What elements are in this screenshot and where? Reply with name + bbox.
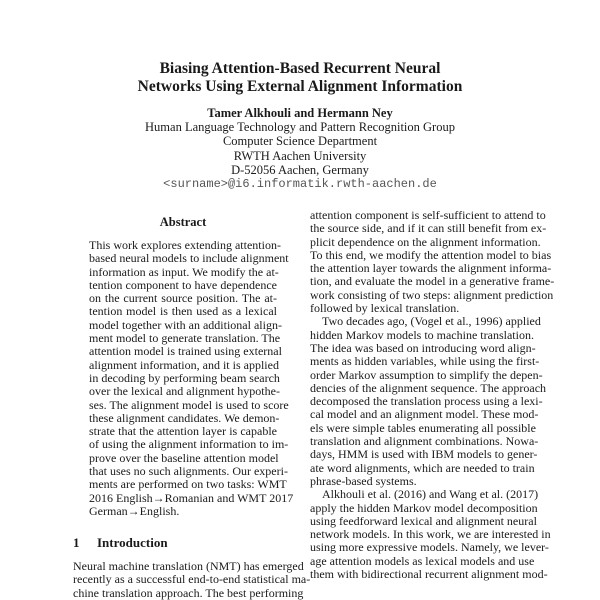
- title-line: Networks Using External Alignment Information: [137, 78, 463, 95]
- text-line: hidden Markov models to machine translation.: [310, 327, 534, 342]
- text-line: chine translation approach. The best performing: [73, 585, 304, 600]
- text-line: prove over the baseline attention model: [89, 450, 279, 465]
- text-line: decomposed the translation process using a lexi-: [310, 394, 543, 409]
- text-line: ments as hidden variables, while using the first-: [310, 354, 540, 369]
- text-line: ment model to generate translation. The: [89, 331, 281, 346]
- abstract-heading: Abstract: [159, 215, 207, 229]
- text-line: cal model and an alignment model. These mod-: [310, 407, 539, 422]
- affiliation-line: Human Language Technology and Pattern Recognition Group: [145, 120, 455, 135]
- text-line: To this end, we modify the attention model to bias: [310, 247, 552, 262]
- text-line: order Markov assumption to simplify the depen-: [310, 367, 543, 382]
- text-line: on the current source position. The at-: [89, 291, 277, 306]
- email: <surname>@i6.informatik.rwth-aachen.de: [163, 177, 437, 192]
- title-line: Biasing Attention-Based Recurrent Neural: [159, 60, 441, 77]
- text-line: recently as a successful end-to-end statistical ma-: [73, 572, 311, 587]
- section-heading: [73, 535, 168, 551]
- text-line: els were simple tables enumerating all possible: [310, 420, 536, 435]
- text-line: of using the alignment information to im-: [89, 437, 289, 452]
- text-line: Alkhouli et al. (2016) and Wang et al. (2017): [322, 487, 539, 502]
- text-line: in decoding by performing beam search: [89, 370, 280, 385]
- right-column-body: [310, 208, 555, 582]
- affiliation-line: D-52056 Aachen, Germany: [231, 162, 369, 177]
- text-line: 2016 English→Romanian and WMT 2017: [89, 490, 294, 505]
- text-line: that uses no such alignments. Our experi-: [89, 464, 288, 479]
- paper-title: [0, 60, 600, 96]
- text-line: The idea was based on introducing word align-: [310, 340, 536, 355]
- text-line: work consisting of two steps: alignment prediction: [310, 287, 554, 302]
- text-line: the source side, and if it can still benefit from ex-: [310, 221, 547, 236]
- text-line: dencies of the alignment sequence. The approach: [310, 380, 547, 395]
- text-line: network models. In this work, we are interested in: [310, 527, 551, 542]
- text-line: attention model is trained using external: [89, 344, 282, 359]
- text-line: Two decades ago, (Vogel et al., 1996) applied: [322, 314, 541, 329]
- text-line: them with bidirectional recurrent alignment mod-: [310, 567, 548, 582]
- text-line: tention model is then used as a lexical: [89, 304, 277, 319]
- text-line: ses. The alignment model is used to score: [89, 397, 289, 412]
- text-line: This work explores extending attention-: [89, 238, 281, 252]
- text-line: phrase-based systems.: [310, 473, 417, 488]
- text-line: the attention layer towards the alignment informa-: [310, 261, 552, 276]
- abstract-body: [89, 238, 294, 518]
- section-number: 1: [73, 535, 80, 550]
- authors: Tamer Alkhouli and Hermann Ney: [207, 106, 393, 120]
- text-line: over the lexical and alignment hypothe-: [89, 384, 280, 399]
- text-line: translation and alignment combinations. Nowa-: [310, 434, 539, 449]
- text-line: using more expressive models. Namely, we lever-: [310, 540, 549, 555]
- text-line: days, HMM is used with IBM models to gener-: [310, 447, 538, 462]
- text-line: ate word alignments, which are needed to train: [310, 460, 535, 475]
- text-line: information as input. We modify the at-: [89, 264, 279, 279]
- text-line: alignment information, and it is applied: [89, 357, 279, 372]
- text-line: model together with an additional align-: [89, 317, 282, 332]
- text-line: based neural models to include alignment: [89, 251, 289, 266]
- text-line: tention component to have dependence: [89, 277, 277, 292]
- text-line: strate that the attention layer is capable: [89, 424, 277, 439]
- section-title: Introduction: [97, 535, 168, 550]
- intro-body: [73, 559, 311, 600]
- text-line: ments are performed on two tasks: WMT: [89, 477, 287, 492]
- affiliation-line: RWTH Aachen University: [233, 148, 367, 163]
- text-line: using feedforward lexical and alignment neural: [310, 513, 537, 528]
- text-line: plicit dependence on the alignment information.: [310, 234, 541, 249]
- text-line: Neural machine translation (NMT) has emerged: [73, 559, 304, 573]
- text-line: attention component is self-sufficient to attend to: [310, 208, 546, 222]
- text-line: apply the hidden Markov model decomposition: [310, 500, 538, 515]
- text-line: age attention models as lexical models and use: [310, 553, 535, 568]
- text-line: followed by lexical translation.: [310, 301, 460, 316]
- affiliation-line: Computer Science Department: [222, 134, 378, 149]
- text-line: German→English.: [89, 503, 180, 518]
- author-block: [0, 106, 600, 191]
- text-line: tion, and evaluate the model in a generative frame-: [310, 274, 555, 289]
- text-line: these alignment candidates. We demon-: [89, 410, 280, 425]
